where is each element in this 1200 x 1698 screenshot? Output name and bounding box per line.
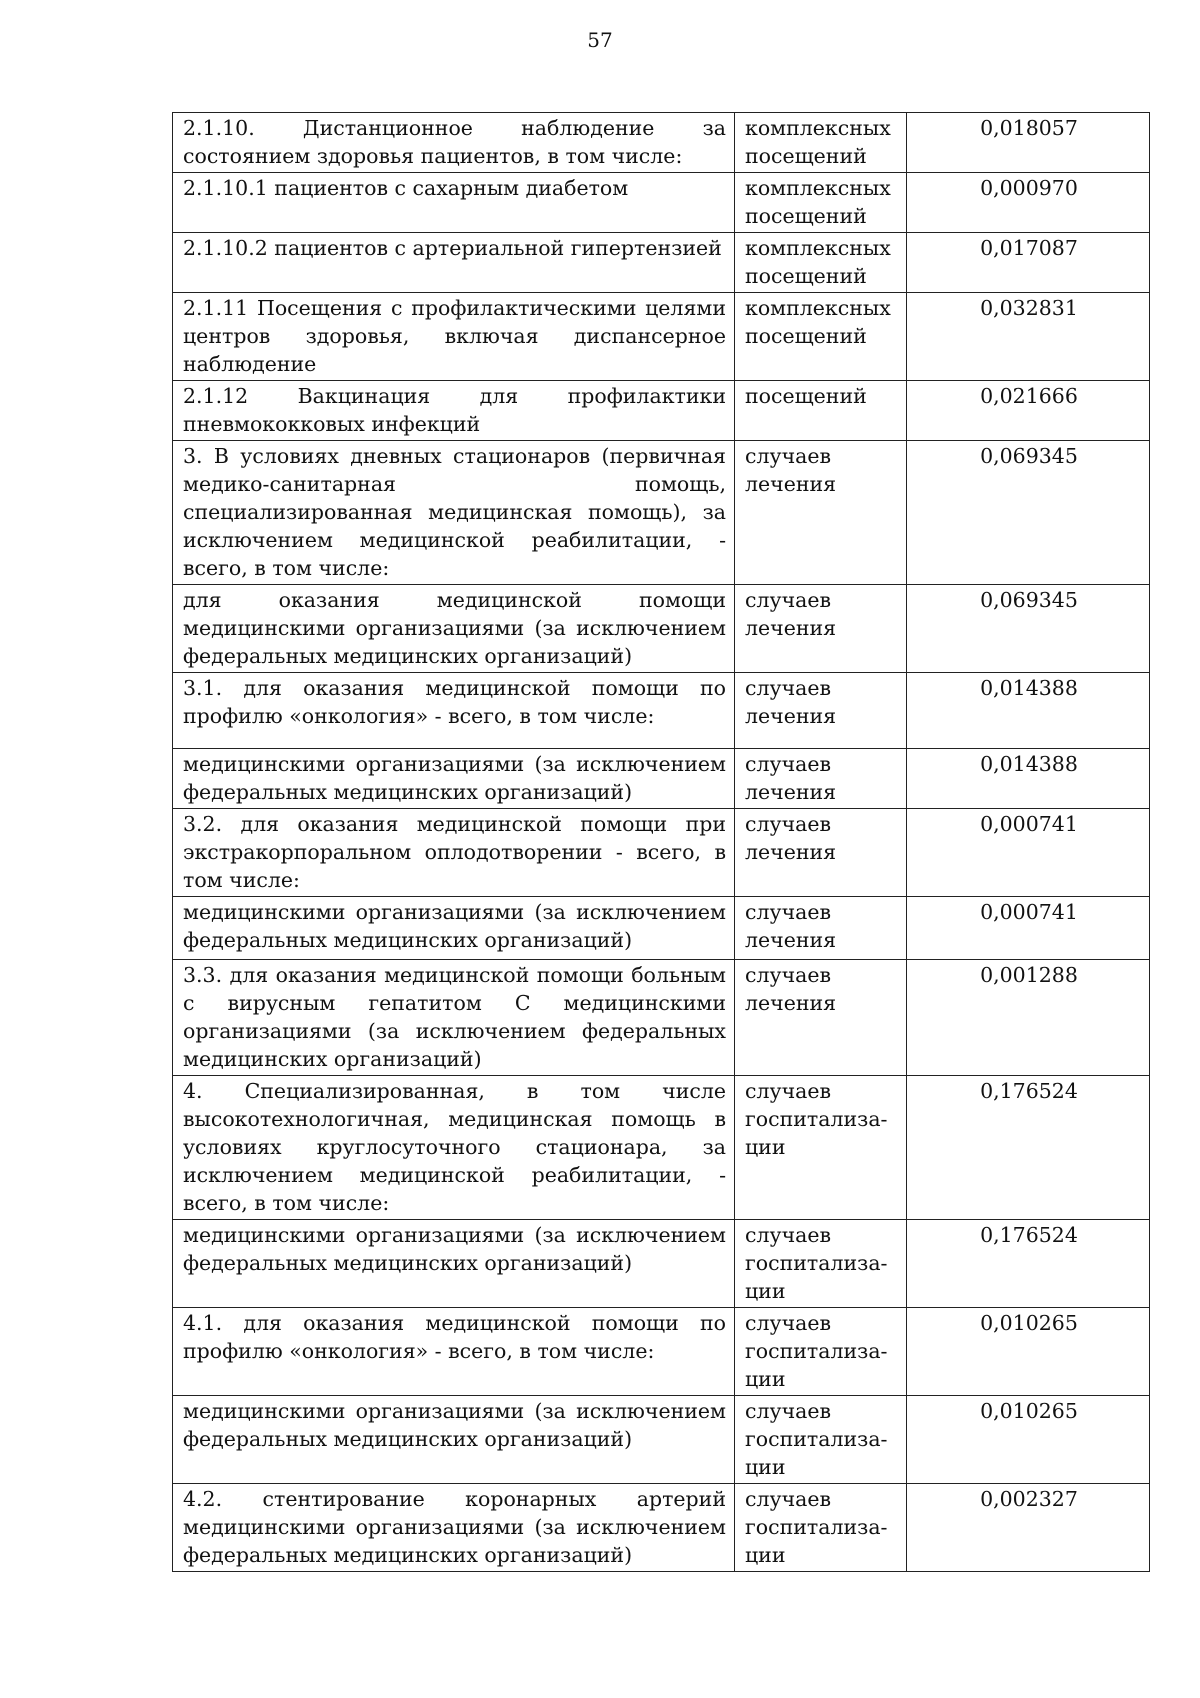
value-cell: 0,000741 <box>907 897 1150 960</box>
unit-cell: случаев госпитализа-ции <box>735 1396 907 1484</box>
table-row <box>173 673 1150 749</box>
unit-cell: комплексных посещений <box>735 233 907 293</box>
indicator-cell: медицинскими организациями (за исключением федеральных медицинских организаций) <box>173 749 735 809</box>
table-row <box>173 585 1150 673</box>
table-row <box>173 960 1150 1076</box>
table-row <box>173 293 1150 381</box>
indicator-cell: 2.1.10.1 пациентов с сахарным диабетом <box>173 173 735 233</box>
unit-cell: комплексных посещений <box>735 113 907 173</box>
value-cell: 0,010265 <box>907 1396 1150 1484</box>
indicator-cell: 2.1.10. Дистанционное наблюдение за состоянием здоровья пациентов, в том числе: <box>173 113 735 173</box>
table-row <box>173 1396 1150 1484</box>
table-row <box>173 441 1150 585</box>
indicator-cell: медицинскими организациями (за исключением федеральных медицинских организаций) <box>173 897 735 960</box>
table-row <box>173 1076 1150 1220</box>
table-row <box>173 809 1150 897</box>
indicator-cell: медицинскими организациями (за исключением федеральных медицинских организаций) <box>173 1396 735 1484</box>
value-cell: 0,000741 <box>907 809 1150 897</box>
value-cell: 0,001288 <box>907 960 1150 1076</box>
unit-cell: случаев лечения <box>735 585 907 673</box>
value-cell: 0,002327 <box>907 1484 1150 1572</box>
unit-cell: случаев лечения <box>735 960 907 1076</box>
table-row <box>173 1220 1150 1308</box>
value-cell: 0,010265 <box>907 1308 1150 1396</box>
unit-cell: случаев лечения <box>735 673 907 749</box>
value-cell: 0,069345 <box>907 585 1150 673</box>
unit-cell: случаев госпитализа-ции <box>735 1076 907 1220</box>
table-row <box>173 113 1150 173</box>
indicator-cell: 3. В условиях дневных стационаров (первичная медико-санитарная помощь, специализированная медицинская помощь), за исключением медицинской реабилитации, - всего, в том числе: <box>173 441 735 585</box>
unit-cell: комплексных посещений <box>735 293 907 381</box>
indicator-cell: 4.1. для оказания медицинской помощи по профилю «онкология» - всего, в том числе: <box>173 1308 735 1396</box>
norms-table-body <box>173 113 1150 1572</box>
table-row <box>173 1484 1150 1572</box>
indicator-cell: 2.1.11 Посещения с профилактическими целями центров здоровья, включая диспансерное наблюдение <box>173 293 735 381</box>
value-cell: 0,014388 <box>907 673 1150 749</box>
indicator-cell: 3.1. для оказания медицинской помощи по профилю «онкология» - всего, в том числе: <box>173 673 735 749</box>
value-cell: 0,014388 <box>907 749 1150 809</box>
value-cell: 0,021666 <box>907 381 1150 441</box>
value-cell: 0,069345 <box>907 441 1150 585</box>
indicator-cell: медицинскими организациями (за исключением федеральных медицинских организаций) <box>173 1220 735 1308</box>
indicator-cell: 2.1.10.2 пациентов с артериальной гипертензией <box>173 233 735 293</box>
unit-cell: случаев госпитализа-ции <box>735 1220 907 1308</box>
indicator-cell: 3.3. для оказания медицинской помощи больным с вирусным гепатитом С медицинскими организациями (за исключением федеральных медицинских организаций) <box>173 960 735 1076</box>
table-row <box>173 749 1150 809</box>
indicator-cell: 2.1.12 Вакцинация для профилактики пневмококковых инфекций <box>173 381 735 441</box>
table-row <box>173 173 1150 233</box>
table-row <box>173 381 1150 441</box>
value-cell: 0,176524 <box>907 1220 1150 1308</box>
value-cell: 0,032831 <box>907 293 1150 381</box>
unit-cell: случаев лечения <box>735 441 907 585</box>
unit-cell: случаев госпитализа-ции <box>735 1308 907 1396</box>
indicator-cell: 4. Специализированная, в том числе высокотехнологичная, медицинская помощь в условиях круглосуточного стационара, за исключением медицинской реабилитации, - всего, в том числе: <box>173 1076 735 1220</box>
table-row <box>173 897 1150 960</box>
indicator-cell: для оказания медицинской помощи медицинскими организациями (за исключением федеральных медицинских организаций) <box>173 585 735 673</box>
unit-cell: случаев госпитализа-ции <box>735 1484 907 1572</box>
table-row <box>173 1308 1150 1396</box>
value-cell: 0,018057 <box>907 113 1150 173</box>
indicator-cell: 3.2. для оказания медицинской помощи при экстракорпоральном оплодотворении - всего, в том числе: <box>173 809 735 897</box>
norms-table <box>172 112 1150 1572</box>
unit-cell: посещений <box>735 381 907 441</box>
value-cell: 0,176524 <box>907 1076 1150 1220</box>
unit-cell: случаев лечения <box>735 749 907 809</box>
unit-cell: случаев лечения <box>735 897 907 960</box>
unit-cell: комплексных посещений <box>735 173 907 233</box>
table-row <box>173 233 1150 293</box>
page-number: 57 <box>587 28 613 52</box>
value-cell: 0,000970 <box>907 173 1150 233</box>
indicator-cell: 4.2. стентирование коронарных артерий медицинскими организациями (за исключением федеральных медицинских организаций) <box>173 1484 735 1572</box>
value-cell: 0,017087 <box>907 233 1150 293</box>
unit-cell: случаев лечения <box>735 809 907 897</box>
